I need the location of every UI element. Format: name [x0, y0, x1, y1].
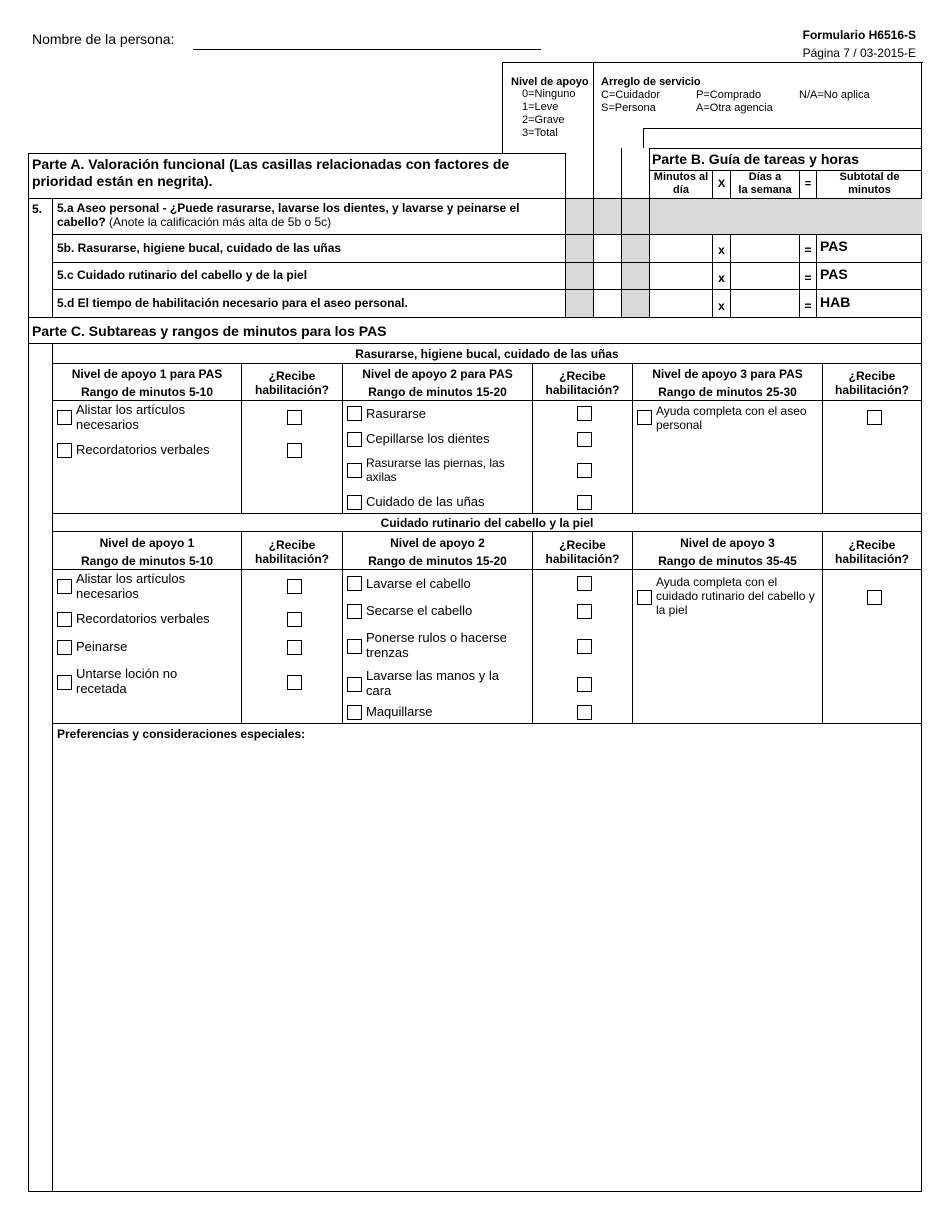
- s1-l2-item4-label: Cuidado de las uñas: [366, 494, 485, 509]
- s1-hab-header-1: ¿Recibe habilitación?: [254, 369, 329, 397]
- s2-l3-item1-hab-checkbox[interactable]: [867, 590, 882, 605]
- s1-level3-header: Nivel de apoyo 3 para PAS Rango de minutos 25-30: [652, 367, 803, 399]
- s1-l2-item4-hab-checkbox[interactable]: [577, 495, 592, 510]
- part-a-title: Parte A. Valoración funcional (Las casillas relacionadas con factores de: [32, 156, 510, 172]
- s2-hab-header-2: ¿Recibe habilitación?: [545, 538, 620, 566]
- s1-level2-header: Nivel de apoyo 2 para PAS Rango de minutos 15-20: [362, 367, 513, 399]
- s1-hab-header-3: ¿Recibe habilitación?: [834, 369, 909, 397]
- part-c-title: Parte C. Subtareas y rangos de minutos para los PAS: [32, 323, 387, 339]
- service-code-a: A=Otra agencia: [696, 102, 773, 114]
- s1-hab-header-2: ¿Recibe habilitación?: [545, 369, 620, 397]
- s2-l1-item3-checkbox[interactable]: [57, 640, 72, 655]
- item-5c-code: PAS: [820, 266, 848, 282]
- person-name-label: Nombre de la persona:: [32, 31, 175, 47]
- section1-title: Rasurarse, higiene bucal, cuidado de las uñas: [355, 347, 619, 361]
- item-5b-equals: =: [804, 243, 812, 257]
- s2-l1-item4-hab-checkbox[interactable]: [287, 675, 302, 690]
- item-5c-equals: =: [804, 271, 812, 285]
- person-name-field[interactable]: [193, 49, 541, 50]
- item-5c-multiply: x: [718, 271, 725, 285]
- s1-l2-item2-checkbox[interactable]: [347, 432, 362, 447]
- s2-l2-item3-hab-checkbox[interactable]: [577, 639, 592, 654]
- service-code-p: P=Comprado: [696, 89, 762, 101]
- s2-l1-item2-label: Recordatorios verbales: [76, 611, 210, 626]
- s2-l2-item2-hab-checkbox[interactable]: [577, 604, 592, 619]
- s1-l1-item2-label: Recordatorios verbales: [76, 442, 210, 457]
- support-level-1: 1=Leve: [522, 101, 559, 113]
- s2-l1-item1-label: Alistar los artículos necesarios: [76, 571, 186, 601]
- minutes-per-day-header: Minutos al día: [653, 171, 709, 196]
- s2-l1-item4-checkbox[interactable]: [57, 675, 72, 690]
- s1-l1-item1-checkbox[interactable]: [57, 410, 72, 425]
- s2-l1-item1-checkbox[interactable]: [57, 579, 72, 594]
- s1-l2-item1-checkbox[interactable]: [347, 406, 362, 421]
- s2-l1-item1-hab-checkbox[interactable]: [287, 579, 302, 594]
- s1-l1-item1-label: Alistar los artículos necesarios: [76, 402, 186, 432]
- s1-l2-item4-checkbox[interactable]: [347, 495, 362, 510]
- s2-level3-header: Nivel de apoyo 3 Rango de minutos 35-45: [658, 536, 797, 568]
- s2-l2-item4-label: Lavarse las manos y la cara: [366, 668, 499, 698]
- s2-l2-item5-checkbox[interactable]: [347, 705, 362, 720]
- item-number: 5.: [32, 202, 43, 216]
- support-level-3: 3=Total: [522, 127, 558, 139]
- support-level-title: Nivel de apoyo: [511, 76, 589, 88]
- preferences-text-area[interactable]: [53, 745, 921, 1191]
- support-level-0: 0=Ninguno: [522, 88, 576, 100]
- s1-l2-item3-hab-checkbox[interactable]: [577, 463, 592, 478]
- item-5d-multiply: x: [718, 299, 725, 313]
- support-level-2: 2=Grave: [522, 114, 565, 126]
- s1-l2-item3-checkbox[interactable]: [347, 463, 362, 478]
- days-per-week-header: Días a la semana: [738, 171, 792, 196]
- equals-header: =: [804, 178, 812, 190]
- s2-hab-header-1: ¿Recibe habilitación?: [254, 538, 329, 566]
- s2-l2-item1-hab-checkbox[interactable]: [577, 576, 592, 591]
- s2-l1-item2-checkbox[interactable]: [57, 612, 72, 627]
- service-arrangement-title: Arreglo de servicio: [601, 76, 701, 88]
- service-code-na: N/A=No aplica: [799, 89, 870, 101]
- s1-l3-item1-checkbox[interactable]: [637, 410, 652, 425]
- s1-l1-item2-hab-checkbox[interactable]: [287, 443, 302, 458]
- s2-l2-item4-hab-checkbox[interactable]: [577, 677, 592, 692]
- s2-l2-item3-checkbox[interactable]: [347, 639, 362, 654]
- s2-l2-item2-label: Secarse el cabello: [366, 603, 473, 618]
- s2-l2-item5-label: Maquillarse: [366, 704, 433, 719]
- s2-l1-item2-hab-checkbox[interactable]: [287, 612, 302, 627]
- s2-l2-item5-hab-checkbox[interactable]: [577, 705, 592, 720]
- s2-l1-item3-label: Peinarse: [76, 639, 128, 654]
- form-number: Formulario H6516-S: [802, 28, 916, 42]
- s1-l2-item3-label: Rasurarse las piernas, las axilas: [366, 456, 505, 484]
- s2-l3-item1-label: Ayuda completa con el cuidado rutinario del cabello y la piel: [656, 575, 815, 617]
- s2-l2-item2-checkbox[interactable]: [347, 604, 362, 619]
- s2-l1-item3-hab-checkbox[interactable]: [287, 640, 302, 655]
- section2-title: Cuidado rutinario del cabello y la piel: [380, 516, 594, 530]
- item-5d-equals: =: [804, 299, 812, 313]
- service-code-s: S=Persona: [601, 102, 656, 114]
- s1-l2-item2-label: Cepillarse los dientes: [366, 431, 490, 446]
- s2-l2-item4-checkbox[interactable]: [347, 677, 362, 692]
- s2-l3-item1-checkbox[interactable]: [637, 590, 652, 605]
- s2-hab-header-3: ¿Recibe habilitación?: [834, 538, 909, 566]
- s1-level1-header: Nivel de apoyo 1 para PAS Rango de minutos 5-10: [71, 367, 223, 399]
- item-5b-code: PAS: [820, 238, 848, 254]
- s1-l1-item1-hab-checkbox[interactable]: [287, 410, 302, 425]
- service-code-c: C=Cuidador: [601, 89, 661, 101]
- preferences-label: Preferencias y consideraciones especiales:: [57, 727, 306, 741]
- s1-l1-item2-checkbox[interactable]: [57, 443, 72, 458]
- weekly-subtotal-header: Subtotal de minutos: [839, 171, 900, 196]
- s1-l2-item1-label: Rasurarse: [366, 406, 426, 421]
- s2-level1-header: Nivel de apoyo 1 Rango de minutos 5-10: [80, 536, 214, 568]
- part-a-title-line2: prioridad están en negrita).: [32, 173, 213, 189]
- s1-l2-item1-hab-checkbox[interactable]: [577, 406, 592, 421]
- s2-l2-item1-label: Lavarse el cabello: [366, 576, 471, 591]
- part-b-title: Parte B. Guía de tareas y horas: [652, 151, 859, 167]
- s2-l2-item3-label: Ponerse rulos o hacerse trenzas: [366, 630, 507, 660]
- s1-l3-item1-label: Ayuda completa con el aseo personal: [656, 404, 807, 432]
- s2-l1-item4-label: Untarse loción no recetada: [76, 666, 178, 696]
- item-5d-code: HAB: [820, 294, 851, 310]
- item-5a-question: 5.a Aseo personal - ¿Puede rasurarse, lavarse los dientes, y lavarse y peinarse el cabello? (Anote la calificación más alta de 5b o 5c): [57, 201, 520, 229]
- item-5c-label: 5.c Cuidado rutinario del cabello y de la piel: [57, 268, 308, 282]
- s1-l2-item2-hab-checkbox[interactable]: [577, 432, 592, 447]
- multiply-header: X: [717, 178, 726, 190]
- s2-l2-item1-checkbox[interactable]: [347, 576, 362, 591]
- s1-l3-item1-hab-checkbox[interactable]: [867, 410, 882, 425]
- s2-level2-header: Nivel de apoyo 2 Rango de minutos 15-20: [368, 536, 507, 568]
- item-5b-label: 5b. Rasurarse, higiene bucal, cuidado de las uñas: [57, 241, 342, 255]
- item-5b-multiply: x: [718, 243, 725, 257]
- item-5d-label: 5.d El tiempo de habilitación necesario para el aseo personal.: [57, 296, 408, 310]
- page-info: Página 7 / 03-2015-E: [802, 46, 916, 60]
